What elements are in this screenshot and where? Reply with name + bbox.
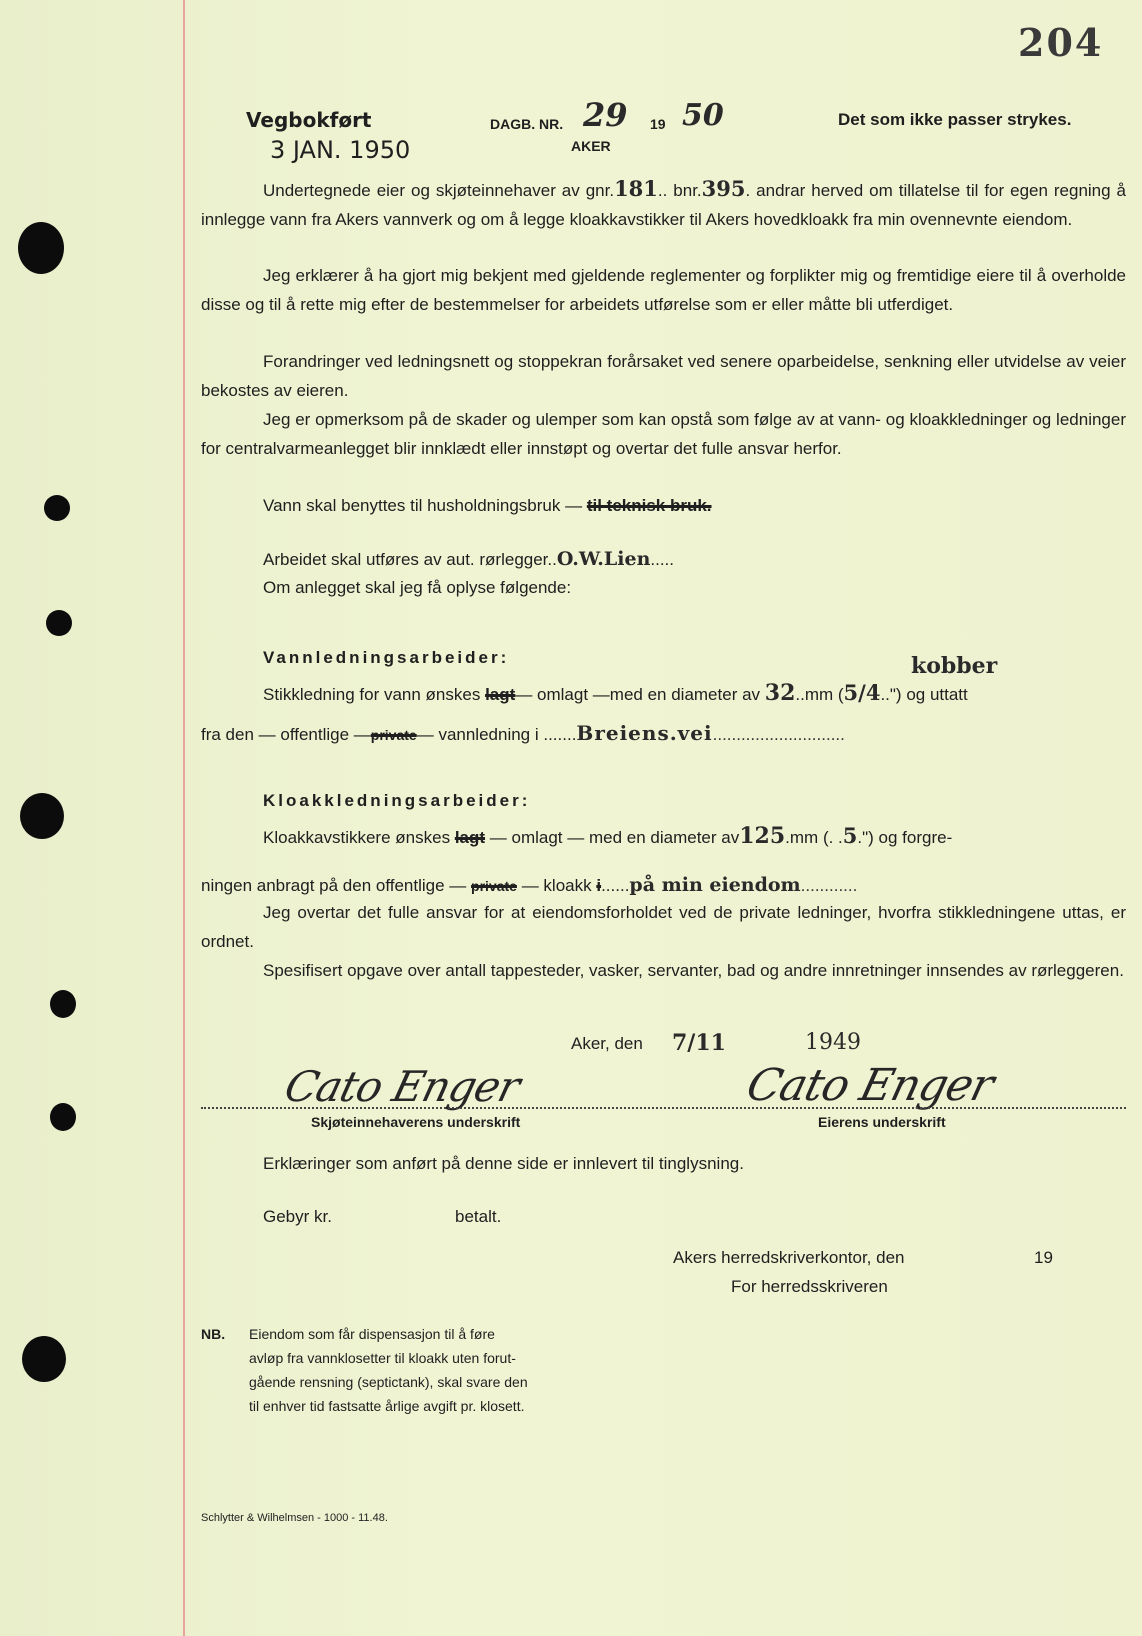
nb-label: NB. xyxy=(201,1326,226,1342)
registry-year-prefix: 19 xyxy=(1034,1248,1053,1267)
registry-stamp-date: 3 JAN. 1950 xyxy=(270,136,411,164)
registry-declaration: Erklæringer som anført på denne side er innlevert til tinglysning. xyxy=(263,1154,744,1173)
inform-line: Om anlegget skal jeg få oplyse følgende: xyxy=(263,578,572,597)
punch-hole xyxy=(18,222,64,274)
registry-stamp-label: Vegbokført xyxy=(246,108,372,132)
sewer-specification: Spesifisert opgave over antall tappesteder, vasker, servanter, bad og andre innretninger innsendes av rørleggeren. xyxy=(263,961,1124,980)
dagb-label: DAGB. NR. xyxy=(490,116,564,132)
sewer-diameter-in: 5 xyxy=(842,823,858,848)
water-line-2: fra den — offentlige —private— vannledning i .......Breiens.vei............................ xyxy=(201,721,845,745)
sewer-line-1: Kloakkavstikkere ønskes lagt — omlagt — med en diameter av125.mm (. .5.") og forgre- xyxy=(263,823,953,849)
signing-place: Aker, den xyxy=(571,1034,643,1053)
water-street: Breiens.vei xyxy=(576,721,713,745)
water-line-1: Stikkledning for vann ønskes lagt— omlagt —med en diameter av 32..mm (5/4..") og uttatt xyxy=(263,680,968,706)
punch-hole xyxy=(44,495,70,521)
sewer-diameter-mm: 125 xyxy=(739,823,786,849)
margin-rule xyxy=(183,0,185,1636)
dagb-year: 50 xyxy=(682,98,724,133)
sewer-heading: Kloakkledningsarbeider: xyxy=(263,791,531,810)
nb-line: gående rensning (septictank), skal svare den xyxy=(249,1374,528,1390)
intro-paragraph-1: Undertegnede eier og skjøteinnehaver av gnr.181.. bnr.395. andrar herved om tillatelse til for egen regning å innlegge vann fra Akers vannverk og om å legge kloakkavstikker til Akers hovedkloakk fra min ovennevnte eiendom. xyxy=(201,176,1126,229)
intro-paragraph-2: Jeg erklærer å ha gjort mig bekjent med gjeldende reglementer og forplikter mig og fremtidige eiere til å overholde disse og til å rette mig efter de bestemmelser for arbeidets utførelse som er eller måtte bli utferdiget. xyxy=(201,266,1126,314)
registry-office: Akers herredskriverkontor, den xyxy=(673,1248,905,1267)
usage-line: Vann skal benyttes til husholdningsbruk — til teknisk bruk. xyxy=(263,496,712,515)
signing-year: 1949 xyxy=(805,1030,861,1055)
intro-paragraph-3: Forandringer ved ledningsnett og stoppekran forårsaket ved senere oparbeidelse, senkning eller utvidelse av veier bekostes av eieren. xyxy=(201,352,1126,400)
water-heading: Vannledningsarbeider: xyxy=(263,648,510,667)
dagb-number: 29 xyxy=(583,96,628,134)
gnr-value: 181 xyxy=(614,176,658,201)
bnr-value: 395 xyxy=(701,176,746,201)
punch-hole xyxy=(46,610,72,636)
strike-note: Det som ikke passer strykes. xyxy=(838,110,1072,129)
water-material: kobber xyxy=(911,653,998,679)
nb-line: til enhver tid fastsatte årlige avgift pr. klosett. xyxy=(249,1398,525,1414)
page-number: 204 xyxy=(1018,20,1104,65)
nb-line: Eiendom som får dispensasjon til å føre xyxy=(249,1326,495,1342)
intro-paragraph-4: Jeg er opmerksom på de skader og ulemper som kan opstå som følge av at vann- og kloakkledninger og ledninger for centralvarmeanlegget blir innklædt eller innstøpt og overtar det fulle ansvar herfor. xyxy=(201,410,1126,458)
plumber-line: Arbeidet skal utføres av aut. rørlegger..O.W.Lien..... xyxy=(263,548,675,570)
struck-technical-use: til teknisk bruk. xyxy=(586,496,712,515)
signature-label-right: Eierens underskrift xyxy=(818,1114,946,1130)
dagb-suffix: 19 xyxy=(650,116,666,132)
punch-hole xyxy=(20,793,64,839)
aker-label: AKER xyxy=(571,138,611,154)
sewer-line-2: ningen anbragt på den offentlige — private — kloakk i......på min eiendom............ xyxy=(201,874,858,896)
sewer-location: på min eiendom xyxy=(629,874,801,896)
sewer-responsibility: Jeg overtar det fulle ansvar for at eiendomsforholdet ved de private ledninger, hvorfra stikkledningene uttas, er ordnet. xyxy=(201,903,1126,951)
plumber-name: O.W.Lien xyxy=(556,548,651,570)
fee-label: Gebyr kr. xyxy=(263,1207,332,1226)
paid-label: betalt. xyxy=(455,1207,502,1226)
signature-right: Cato Enger xyxy=(741,1060,999,1111)
punch-hole xyxy=(50,1103,76,1131)
signature-label-left: Skjøteinnehaverens underskrift xyxy=(311,1114,521,1130)
signature-line xyxy=(201,1107,1126,1109)
signature-left: Cato Enger xyxy=(279,1062,525,1111)
punch-hole xyxy=(50,990,76,1018)
water-diameter-in: 5/4 xyxy=(843,680,881,705)
water-diameter-mm: 32 xyxy=(764,680,796,706)
printer-line: Schlytter & Wilhelmsen - 1000 - 11.48. xyxy=(201,1512,388,1524)
punch-hole xyxy=(22,1336,66,1382)
nb-line: avløp fra vannklosetter til kloakk uten forut- xyxy=(249,1350,516,1366)
registry-for: For herredsskriveren xyxy=(731,1277,888,1296)
signing-date: 7/11 xyxy=(672,1030,726,1056)
